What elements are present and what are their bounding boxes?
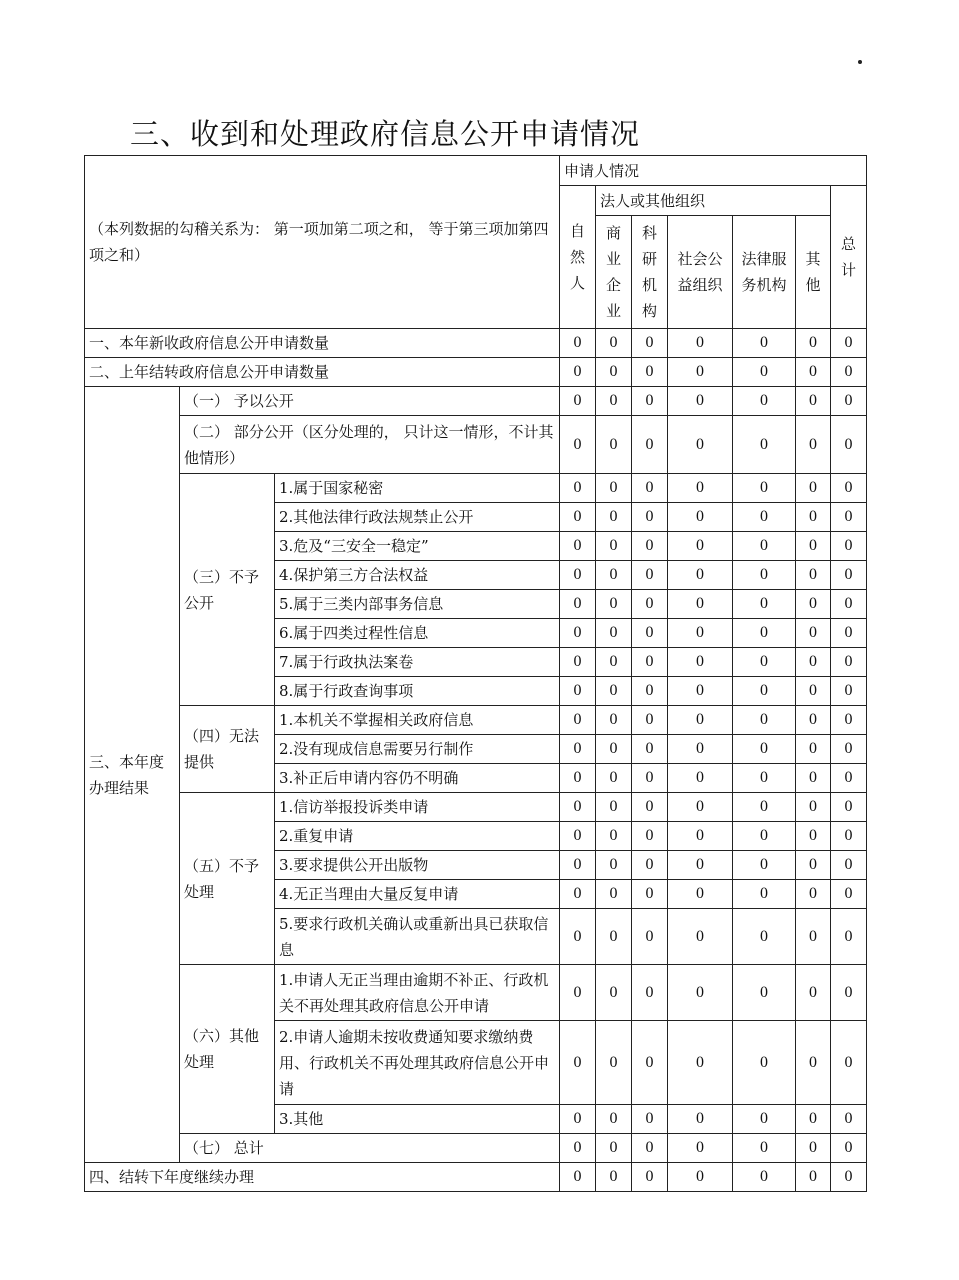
sub-item-label: 4.保护第三方合法权益 xyxy=(275,561,560,590)
sub-item-label: 1.属于国家秘密 xyxy=(275,474,560,503)
value-cell: 0 xyxy=(560,532,596,561)
value-cell: 0 xyxy=(796,358,831,387)
row-label-carried-over: 二、上年结转政府信息公开申请数量 xyxy=(85,358,560,387)
group-label-other-handling: （六）其他处理 xyxy=(180,965,275,1134)
sub-item-label: 5.属于三类内部事务信息 xyxy=(275,590,560,619)
value-cell: 0 xyxy=(668,329,733,358)
value-cell: 0 xyxy=(733,648,796,677)
value-cell: 0 xyxy=(632,1134,668,1163)
value-cell: 0 xyxy=(596,677,632,706)
sub-item-label: 3.其他 xyxy=(275,1105,560,1134)
value-cell: 0 xyxy=(831,764,867,793)
value-cell: 0 xyxy=(596,387,632,416)
value-cell: 0 xyxy=(668,619,733,648)
social-header: 社会公 益组织 xyxy=(668,216,733,329)
value-cell: 0 xyxy=(796,387,831,416)
business-header: 商 业 企 业 xyxy=(596,216,632,329)
value-cell: 0 xyxy=(796,1163,831,1192)
table-row xyxy=(85,706,867,735)
table-row xyxy=(85,329,867,358)
sub-item-label: 4.无正当理由大量反复申请 xyxy=(275,880,560,909)
value-cell: 0 xyxy=(733,474,796,503)
value-cell: 0 xyxy=(596,880,632,909)
value-cell: 0 xyxy=(831,503,867,532)
value-cell: 0 xyxy=(796,735,831,764)
value-cell: 0 xyxy=(632,793,668,822)
value-cell: 0 xyxy=(831,1105,867,1134)
value-cell: 0 xyxy=(668,590,733,619)
group-label-unable-provide: （四）无法提供 xyxy=(180,706,275,793)
value-cell: 0 xyxy=(596,561,632,590)
page-title: 三、收到和处理政府信息公开申请情况 xyxy=(130,117,641,151)
sub-item-label: 2.重复申请 xyxy=(275,822,560,851)
value-cell: 0 xyxy=(831,793,867,822)
value-cell: 0 xyxy=(831,648,867,677)
value-cell: 0 xyxy=(560,793,596,822)
value-cell: 0 xyxy=(733,909,796,965)
value-cell: 0 xyxy=(831,1021,867,1105)
value-cell: 0 xyxy=(796,677,831,706)
value-cell: 0 xyxy=(596,965,632,1021)
value-cell: 0 xyxy=(831,677,867,706)
value-cell: 0 xyxy=(668,822,733,851)
value-cell: 0 xyxy=(831,880,867,909)
value-cell: 0 xyxy=(733,329,796,358)
value-cell: 0 xyxy=(796,329,831,358)
value-cell: 0 xyxy=(733,1105,796,1134)
value-cell: 0 xyxy=(596,590,632,619)
value-cell: 0 xyxy=(632,329,668,358)
value-cell: 0 xyxy=(596,358,632,387)
value-cell: 0 xyxy=(596,735,632,764)
value-cell: 0 xyxy=(560,358,596,387)
sub-item-label: 2.申请人逾期未按收费通知要求缴纳费用、行政机关不再处理其政府信息公开申请 xyxy=(275,1021,560,1105)
value-cell: 0 xyxy=(796,822,831,851)
section-label-results: 三、本年度办理结果 xyxy=(85,387,180,1163)
legal-service-header: 法律服 务机构 xyxy=(733,216,796,329)
value-cell: 0 xyxy=(560,851,596,880)
value-cell: 0 xyxy=(632,764,668,793)
value-cell: 0 xyxy=(831,965,867,1021)
value-cell: 0 xyxy=(632,503,668,532)
value-cell: 0 xyxy=(596,532,632,561)
value-cell: 0 xyxy=(668,416,733,474)
value-cell: 0 xyxy=(596,648,632,677)
sub-item-label: 5.要求行政机关确认或重新出具已获取信息 xyxy=(275,909,560,965)
value-cell: 0 xyxy=(733,1163,796,1192)
value-cell: 0 xyxy=(560,1021,596,1105)
value-cell: 0 xyxy=(796,561,831,590)
value-cell: 0 xyxy=(560,648,596,677)
value-cell: 0 xyxy=(831,358,867,387)
value-cell: 0 xyxy=(733,561,796,590)
other-header: 其 他 xyxy=(796,216,831,329)
value-cell: 0 xyxy=(596,1163,632,1192)
value-cell: 0 xyxy=(733,387,796,416)
table-row xyxy=(85,358,867,387)
value-cell: 0 xyxy=(796,706,831,735)
value-cell: 0 xyxy=(831,735,867,764)
group-label-not-processed: （五）不予处理 xyxy=(180,793,275,965)
value-cell: 0 xyxy=(596,764,632,793)
value-cell: 0 xyxy=(796,474,831,503)
row-label-disclosed: （一） 予以公开 xyxy=(180,387,560,416)
sub-item-label: 8.属于行政查询事项 xyxy=(275,677,560,706)
row-label-partial: （二） 部分公开（区分处理的， 只计这一情形，不计其他情形） xyxy=(180,416,560,474)
value-cell: 0 xyxy=(796,648,831,677)
value-cell: 0 xyxy=(668,474,733,503)
value-cell: 0 xyxy=(831,329,867,358)
value-cell: 0 xyxy=(733,416,796,474)
value-cell: 0 xyxy=(632,735,668,764)
value-cell: 0 xyxy=(831,851,867,880)
value-cell: 0 xyxy=(560,822,596,851)
value-cell: 0 xyxy=(831,532,867,561)
value-cell: 0 xyxy=(596,909,632,965)
value-cell: 0 xyxy=(560,965,596,1021)
value-cell: 0 xyxy=(632,619,668,648)
value-cell: 0 xyxy=(831,1134,867,1163)
value-cell: 0 xyxy=(796,416,831,474)
value-cell: 0 xyxy=(831,706,867,735)
value-cell: 0 xyxy=(796,909,831,965)
value-cell: 0 xyxy=(668,358,733,387)
sub-item-label: 3.补正后申请内容仍不明确 xyxy=(275,764,560,793)
value-cell: 0 xyxy=(632,677,668,706)
value-cell: 0 xyxy=(596,329,632,358)
value-cell: 0 xyxy=(668,735,733,764)
value-cell: 0 xyxy=(733,706,796,735)
value-cell: 0 xyxy=(632,648,668,677)
value-cell: 0 xyxy=(560,764,596,793)
value-cell: 0 xyxy=(632,416,668,474)
value-cell: 0 xyxy=(560,1105,596,1134)
value-cell: 0 xyxy=(668,965,733,1021)
table-row xyxy=(85,387,867,416)
value-cell: 0 xyxy=(632,965,668,1021)
table-row xyxy=(85,474,867,503)
value-cell: 0 xyxy=(596,474,632,503)
value-cell: 0 xyxy=(668,851,733,880)
value-cell: 0 xyxy=(796,764,831,793)
value-cell: 0 xyxy=(632,1021,668,1105)
value-cell: 0 xyxy=(733,503,796,532)
table-row xyxy=(85,793,867,822)
value-cell: 0 xyxy=(796,851,831,880)
sub-item-label: 3.危及“三安全一稳定” xyxy=(275,532,560,561)
value-cell: 0 xyxy=(733,735,796,764)
value-cell: 0 xyxy=(596,851,632,880)
value-cell: 0 xyxy=(596,1134,632,1163)
value-cell: 0 xyxy=(668,764,733,793)
row-label-carry-forward: 四、结转下年度继续办理 xyxy=(85,1163,560,1192)
value-cell: 0 xyxy=(596,503,632,532)
sub-item-label: 1.申请人无正当理由逾期不补正、行政机关不再处理其政府信息公开申请 xyxy=(275,965,560,1021)
value-cell: 0 xyxy=(668,503,733,532)
value-cell: 0 xyxy=(733,1134,796,1163)
value-cell: 0 xyxy=(596,822,632,851)
value-cell: 0 xyxy=(632,474,668,503)
value-cell: 0 xyxy=(796,590,831,619)
value-cell: 0 xyxy=(596,416,632,474)
table-row xyxy=(85,1134,867,1163)
value-cell: 0 xyxy=(560,677,596,706)
value-cell: 0 xyxy=(733,1021,796,1105)
value-cell: 0 xyxy=(796,1105,831,1134)
value-cell: 0 xyxy=(632,1105,668,1134)
value-cell: 0 xyxy=(668,793,733,822)
value-cell: 0 xyxy=(668,1134,733,1163)
value-cell: 0 xyxy=(733,764,796,793)
value-cell: 0 xyxy=(560,619,596,648)
value-cell: 0 xyxy=(596,793,632,822)
value-cell: 0 xyxy=(733,619,796,648)
value-cell: 0 xyxy=(668,532,733,561)
value-cell: 0 xyxy=(668,387,733,416)
value-cell: 0 xyxy=(831,1163,867,1192)
value-cell: 0 xyxy=(668,1105,733,1134)
value-cell: 0 xyxy=(560,416,596,474)
value-cell: 0 xyxy=(831,619,867,648)
value-cell: 0 xyxy=(796,1021,831,1105)
table-row xyxy=(85,965,867,1021)
value-cell: 0 xyxy=(831,561,867,590)
value-cell: 0 xyxy=(596,1105,632,1134)
value-cell: 0 xyxy=(796,965,831,1021)
value-cell: 0 xyxy=(560,1134,596,1163)
applicant-header: 申请人情况 xyxy=(560,156,867,186)
table-row xyxy=(85,416,867,474)
value-cell: 0 xyxy=(733,880,796,909)
value-cell: 0 xyxy=(796,532,831,561)
row-label-subtotal: （七） 总计 xyxy=(180,1134,560,1163)
row-label-new-requests: 一、本年新收政府信息公开申请数量 xyxy=(85,329,560,358)
sub-item-label: 7.属于行政执法案卷 xyxy=(275,648,560,677)
value-cell: 0 xyxy=(796,793,831,822)
value-cell: 0 xyxy=(632,387,668,416)
legal-group-header: 法人或其他组织 xyxy=(596,186,831,216)
sub-item-label: 1.信访举报投诉类申请 xyxy=(275,793,560,822)
sub-item-label: 2.其他法律行政法规禁止公开 xyxy=(275,503,560,532)
value-cell: 0 xyxy=(831,474,867,503)
header-row-1 xyxy=(85,156,867,186)
value-cell: 0 xyxy=(560,880,596,909)
value-cell: 0 xyxy=(632,880,668,909)
value-cell: 0 xyxy=(560,561,596,590)
value-cell: 0 xyxy=(831,387,867,416)
application-stats-table xyxy=(84,155,867,1192)
value-cell: 0 xyxy=(796,880,831,909)
value-cell: 0 xyxy=(668,1021,733,1105)
value-cell: 0 xyxy=(733,532,796,561)
sub-item-label: 6.属于四类过程性信息 xyxy=(275,619,560,648)
value-cell: 0 xyxy=(560,474,596,503)
value-cell: 0 xyxy=(733,822,796,851)
value-cell: 0 xyxy=(632,706,668,735)
value-cell: 0 xyxy=(733,590,796,619)
value-cell: 0 xyxy=(632,851,668,880)
value-cell: 0 xyxy=(733,851,796,880)
value-cell: 0 xyxy=(632,532,668,561)
value-cell: 0 xyxy=(733,793,796,822)
value-cell: 0 xyxy=(796,1134,831,1163)
value-cell: 0 xyxy=(632,909,668,965)
value-cell: 0 xyxy=(668,648,733,677)
research-header: 科 研 机 构 xyxy=(632,216,668,329)
value-cell: 0 xyxy=(560,590,596,619)
value-cell: 0 xyxy=(831,416,867,474)
value-cell: 0 xyxy=(632,822,668,851)
value-cell: 0 xyxy=(668,880,733,909)
table-row xyxy=(85,1163,867,1192)
value-cell: 0 xyxy=(668,561,733,590)
value-cell: 0 xyxy=(632,561,668,590)
value-cell: 0 xyxy=(733,965,796,1021)
scan-speck xyxy=(858,60,862,64)
value-cell: 0 xyxy=(668,1163,733,1192)
value-cell: 0 xyxy=(632,590,668,619)
value-cell: 0 xyxy=(560,329,596,358)
value-cell: 0 xyxy=(632,1163,668,1192)
value-cell: 0 xyxy=(733,677,796,706)
value-cell: 0 xyxy=(596,1021,632,1105)
sub-item-label: 2.没有现成信息需要另行制作 xyxy=(275,735,560,764)
value-cell: 0 xyxy=(668,909,733,965)
sub-item-label: 3.要求提供公开出版物 xyxy=(275,851,560,880)
value-cell: 0 xyxy=(560,1163,596,1192)
value-cell: 0 xyxy=(668,677,733,706)
total-header: 总 计 xyxy=(831,186,867,329)
value-cell: 0 xyxy=(733,358,796,387)
value-cell: 0 xyxy=(560,387,596,416)
value-cell: 0 xyxy=(668,706,733,735)
value-cell: 0 xyxy=(596,706,632,735)
sub-item-label: 1.本机关不掌握相关政府信息 xyxy=(275,706,560,735)
natural-person-header: 自 然 人 xyxy=(560,186,596,329)
value-cell: 0 xyxy=(632,358,668,387)
value-cell: 0 xyxy=(831,909,867,965)
value-cell: 0 xyxy=(560,735,596,764)
value-cell: 0 xyxy=(796,619,831,648)
relationship-note: （本列数据的勾稽关系为： 第一项加第二项之和， 等于第三项加第四项之和） xyxy=(85,156,560,329)
value-cell: 0 xyxy=(560,503,596,532)
value-cell: 0 xyxy=(831,822,867,851)
value-cell: 0 xyxy=(560,909,596,965)
value-cell: 0 xyxy=(796,503,831,532)
value-cell: 0 xyxy=(560,706,596,735)
value-cell: 0 xyxy=(831,590,867,619)
value-cell: 0 xyxy=(596,619,632,648)
group-label-not-disclosed: （三）不予公开 xyxy=(180,474,275,706)
